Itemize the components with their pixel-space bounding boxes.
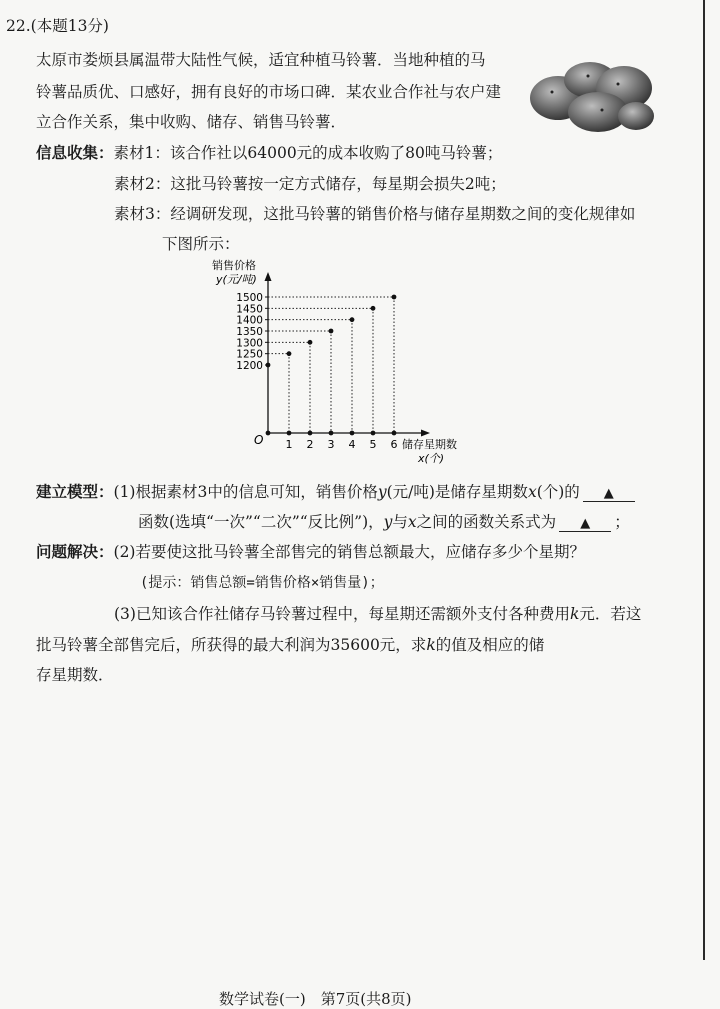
data-point-1: [287, 351, 292, 356]
y-tick-label-1500: 1500: [236, 292, 263, 304]
y-tick-label-1400: 1400: [236, 314, 263, 327]
q3-text-c: 批马铃薯全部售完后，所获得的最大利润为35600元，求: [36, 636, 427, 654]
x-axis-point-5: [371, 431, 376, 436]
q3-line-2: [36, 633, 544, 655]
q3-var-k-2: k: [426, 636, 436, 654]
answer-blank-2[interactable]: [559, 515, 611, 532]
x-axis-point-6: [392, 431, 397, 436]
material-3-cont: 下图所示：: [162, 235, 240, 253]
y-tick-label-1300: 1300: [236, 337, 263, 350]
info-label: 信息收集：: [36, 144, 114, 162]
x-tick-label-3: 3: [327, 438, 335, 451]
intro-line-2: 铃薯品质优、口感好，拥有良好的市场口碑．某农业合作社与农户建: [36, 83, 502, 101]
y-tick-label-1200: 1200: [236, 360, 263, 372]
page-footer: 数学试卷(一) 第7页(共8页): [219, 990, 412, 1008]
q3-var-k: k: [569, 605, 580, 623]
q1-text-d: 函数(选填“一次”“二次”“反比例”)，: [138, 513, 384, 531]
intro-line-3: 立合作关系，集中收购、储存、销售马铃薯．: [36, 113, 347, 131]
model-line-2: [138, 510, 630, 532]
q3-line-1: [114, 602, 641, 624]
data-point-4: [350, 317, 355, 322]
problem-header: [6, 14, 109, 36]
solve-label: 问题解决：: [36, 543, 114, 561]
x-tick-label-5: 5: [369, 438, 377, 451]
potato-5: [618, 102, 654, 130]
answer-blank-1[interactable]: [583, 485, 635, 502]
info-line-1: [36, 141, 502, 163]
y-axis-arrow: [265, 272, 272, 281]
q1-var-y-2: y: [383, 513, 393, 531]
solve-line-1: [36, 540, 585, 562]
x-tick-label-4: 4: [348, 438, 356, 451]
potatoes-photo: [528, 58, 656, 136]
origin-label: O: [254, 433, 264, 447]
q1-var-x-2: x: [407, 513, 417, 531]
y-axis-label-2: y(元/吨): [216, 273, 257, 286]
y-tick-label-1350: 1350: [236, 326, 263, 338]
q1-text-e: 与: [392, 513, 408, 531]
page-edge-rule: [703, 0, 705, 960]
data-point-3: [329, 329, 334, 334]
data-point-6: [392, 295, 397, 300]
x-axis-point-1: [287, 431, 292, 436]
q3-text-d: 的值及相应的储: [435, 636, 545, 654]
material-1: 素材1：该合作社以64000元的成本收购了80吨马铃薯；: [113, 144, 503, 162]
q1-text-a: (1)根据素材3中的信息可知，销售价格: [113, 483, 378, 501]
data-point-5: [371, 306, 376, 311]
model-label: 建立模型：: [36, 483, 114, 501]
data-point-0: [266, 363, 271, 368]
intro-line-1: 太原市娄烦县属温带大陆性气候，适宜种植马铃薯．当地种植的马: [36, 51, 486, 69]
problem-number: 22.: [6, 17, 31, 35]
x-tick-label-2: 2: [306, 438, 314, 451]
data-point-2: [308, 340, 313, 345]
q1-text-f: 之间的函数关系式为: [416, 513, 557, 531]
x-axis-label-1: 储存星期数: [402, 438, 457, 451]
material-3: 素材3：经调研发现，这批马铃薯的销售价格与储存星期数之间的变化规律如: [114, 205, 636, 223]
x-tick-label-1: 1: [285, 438, 293, 451]
model-line-1: [36, 480, 638, 502]
q1-end: ；: [614, 513, 630, 531]
blank-marker-1: ▲: [603, 486, 614, 501]
q1-text-b: (元/吨)是储存星期数: [386, 483, 528, 501]
q2-hint: (提示：销售总额=销售价格×销售量)；: [140, 575, 384, 591]
x-axis-arrow: [421, 430, 430, 437]
origin-point: [266, 431, 271, 436]
problem-score: (本题13分): [30, 17, 109, 35]
y-axis-label-1: 销售价格: [212, 259, 256, 272]
price-chart: [196, 254, 486, 470]
q1-var-y: y: [377, 483, 387, 501]
y-tick-label-1450: 1450: [236, 303, 263, 316]
x-axis-point-4: [350, 431, 355, 436]
q2-text: (2)若要使这批马铃薯全部售完的销售总额最大，应储存多少个星期？: [113, 543, 585, 561]
q3-line-3: 存星期数．: [36, 666, 114, 684]
y-tick-label-1250: 1250: [236, 348, 263, 361]
material-2: 素材2：这批马铃薯按一定方式储存，每星期会损失2吨；: [114, 175, 506, 193]
q1-text-c: (个)的: [536, 483, 580, 501]
q1-var-x: x: [527, 483, 537, 501]
q3-text-b: 元．若这: [579, 605, 642, 623]
x-axis-label-2: x(个): [418, 452, 445, 465]
x-axis-point-3: [329, 431, 334, 436]
x-axis-point-2: [308, 431, 313, 436]
x-tick-label-6: 6: [390, 438, 398, 451]
q3-text-a: (3)已知该合作社储存马铃薯过程中，每星期还需额外支付各种费用: [114, 605, 570, 623]
blank-marker-2: ▲: [580, 516, 591, 531]
